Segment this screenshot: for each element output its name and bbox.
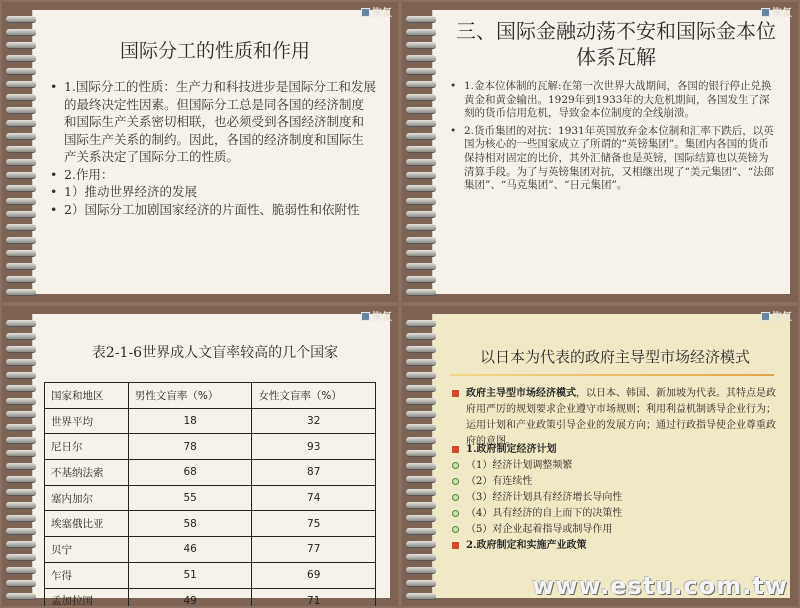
intro-item [466,386,778,450]
list-item: • 2.作用： [64,166,376,184]
binding-ring [6,411,36,417]
list-item-text: （2）有连续性 [466,476,533,487]
binding-ring [6,159,36,165]
binding-ring [406,593,436,599]
binding-ring [6,489,36,495]
restore-icon [361,8,370,17]
binding-ring [6,16,36,22]
binding-ring [6,593,36,599]
bullet-marker [452,462,459,469]
binding-ring [406,159,436,165]
column-header: 男性文盲率（%） [128,383,252,409]
bullet-marker [452,390,459,397]
binding-ring [406,185,436,191]
restore-icon [761,8,770,17]
table-row [45,562,376,588]
binding-ring [6,528,36,534]
slide-title: 国际分工的性质和作用 [119,40,310,62]
binding-ring [6,29,36,35]
country-cell: 尼日尔 [45,434,129,460]
restore-badge[interactable] [761,308,792,323]
binding-ring [6,146,36,152]
binding-ring [6,276,36,282]
list-item-text: （1）经济计划调整频繁 [466,460,573,471]
restore-label: 恢复 [772,8,792,19]
country-cell: 塞内加尔 [45,485,129,511]
table-row [45,511,376,537]
table-row [45,434,376,460]
binding-ring [6,385,36,391]
restore-label: 恢复 [372,8,392,19]
rate-cell: 49 [128,588,252,606]
column-header: 女性文盲率（%） [252,383,376,409]
binding-ring [6,224,36,230]
table-title: 表2-1-6世界成人文盲率较高的几个国家 [91,345,339,361]
spiral-binding [402,2,438,302]
list-item-text: 2.政府制定和实施产业政策 [466,540,587,551]
binding-ring [6,580,36,586]
binding-ring [6,333,36,339]
binding-ring [406,250,436,256]
binding-ring [6,133,36,139]
binding-ring [406,55,436,61]
country-cell: 不基纳法索 [45,460,129,486]
bullet-list [464,80,776,193]
binding-ring [406,489,436,495]
rate-cell: 69 [252,562,376,588]
rate-cell: 77 [252,537,376,563]
binding-ring [6,476,36,482]
list-item [466,506,778,522]
binding-ring [406,211,436,217]
binding-ring [6,172,36,178]
binding-ring [406,94,436,100]
list-item: • 1.金本位体制的瓦解:在第一次世界大战期间，各国的银行停止兑换黄金和黄金输出。1929年到1933年的大危机期间，各国发生了深刻的货币信用危机，导致金本位制度的全线崩溃。 [464,80,776,121]
list-item [466,474,778,490]
rate-cell: 55 [128,485,252,511]
binding-ring [406,107,436,113]
binding-ring [406,541,436,547]
binding-ring [6,567,36,573]
binding-ring [406,580,436,586]
binding-ring [6,289,36,295]
country-cell: 埃塞俄比亚 [45,511,129,537]
table-row [45,537,376,563]
bullet-marker [452,510,459,517]
table-row [45,485,376,511]
binding-ring [406,29,436,35]
title-divider [450,374,774,376]
binding-ring [406,42,436,48]
binding-ring [406,424,436,430]
list-item [466,458,778,474]
binding-ring [406,450,436,456]
binding-ring [6,554,36,560]
binding-ring [6,237,36,243]
binding-ring [406,528,436,534]
binding-ring [406,411,436,417]
list-item: • 1）推动世界经济的发展 [64,183,376,201]
slide-3[interactable] [2,306,398,606]
list-item-text: （4）具有经济的自上而下的决策性 [466,508,623,519]
binding-ring [406,289,436,295]
country-cell: 世界平均 [45,408,129,434]
binding-ring [406,146,436,152]
list-item: • 2.货币集团的对抗：1931年英国放弃金本位制和汇率下跌后，以英国为核心的一些国家成立了所谓的“英镑集团”。集团内各国的货币保持相对固定的比价，其外汇储备也是英镑，国际结算也以英镑为清算手段。为了与英镑集团对抗，又相继出现了“美元集团”、“法郎集团”、“马克集团”、“日元集团”。 [464,125,776,193]
rate-cell: 74 [252,485,376,511]
list-item [466,538,778,554]
watermark: www.estu.com.tw [532,572,788,600]
binding-ring [406,567,436,573]
slide-title: 三、国际金融动荡不安和国际金本位体系瓦解 [456,19,776,69]
binding-ring [406,198,436,204]
list-item [466,522,778,538]
binding-ring [6,198,36,204]
table-row [45,460,376,486]
binding-ring [6,515,36,521]
binding-ring [406,463,436,469]
bullet-list [64,78,376,218]
restore-icon [761,312,770,321]
literacy-table [44,382,376,606]
table-row [45,588,376,606]
binding-ring [406,224,436,230]
binding-ring [6,94,36,100]
binding-ring [6,424,36,430]
restore-label: 恢复 [772,312,792,323]
list-item-text: （5）对企业起着指导或制导作用 [466,524,613,535]
list-item-text: 1.政府制定经济计划 [466,444,557,455]
table-header-row [45,383,376,409]
restore-badge[interactable] [361,308,392,323]
list-item: • 2）国际分工加剧国家经济的片面性、脆弱性和依附性 [64,201,376,219]
binding-ring [406,333,436,339]
slide-title: 以日本为代表的政府主导型市场经济模式 [479,348,750,366]
table-row [45,408,376,434]
binding-ring [406,502,436,508]
binding-ring [406,120,436,126]
restore-badge[interactable] [761,4,792,19]
rate-cell: 18 [128,408,252,434]
binding-ring [6,437,36,443]
bullet-marker [452,478,459,485]
binding-ring [6,463,36,469]
list-item [466,442,778,458]
bullet-marker [452,494,459,501]
sub-list [466,442,778,554]
binding-ring [6,81,36,87]
binding-ring [406,172,436,178]
rate-cell: 68 [128,460,252,486]
binding-ring [6,185,36,191]
binding-ring [406,515,436,521]
binding-ring [406,372,436,378]
country-cell: 贝宁 [45,537,129,563]
binding-ring [406,16,436,22]
bullet-marker [452,542,459,549]
bullet-marker [452,526,459,533]
binding-ring [6,263,36,269]
binding-ring [406,437,436,443]
country-cell: 孟加拉国 [45,588,129,606]
rate-cell: 71 [252,588,376,606]
list-item [466,490,778,506]
rate-cell: 32 [252,408,376,434]
restore-label: 恢复 [372,312,392,323]
binding-ring [406,398,436,404]
binding-ring [406,320,436,326]
binding-ring [6,450,36,456]
binding-ring [6,68,36,74]
column-header: 国家和地区 [45,383,129,409]
binding-ring [6,250,36,256]
country-cell: 乍得 [45,562,129,588]
binding-ring [406,263,436,269]
rate-cell: 78 [128,434,252,460]
binding-ring [406,133,436,139]
intro-term: 政府主导型市场经济模式 [466,388,576,399]
rate-cell: 51 [128,562,252,588]
rate-cell: 87 [252,460,376,486]
rate-cell: 58 [128,511,252,537]
binding-ring [406,476,436,482]
rate-cell: 46 [128,537,252,563]
binding-ring [6,502,36,508]
binding-ring [406,276,436,282]
rate-cell: 93 [252,434,376,460]
slide-4[interactable] [402,306,798,606]
binding-ring [6,541,36,547]
intro-text: ，以日本、韩国、新加坡为代表。其特点是政府用严厉的规划要求企业遵守市场规则；利用利益机制诱导企业行为；运用计划和产业政策引导企业的发展方向；通过行政指导使企业尊重政府的意图。 [466,388,776,447]
binding-ring [6,107,36,113]
binding-ring [406,385,436,391]
binding-ring [6,372,36,378]
list-item-text: （3）经济计划具有经济增长导向性 [466,492,623,503]
rate-cell: 75 [252,511,376,537]
bullet-marker [452,446,459,453]
restore-icon [361,312,370,321]
binding-ring [6,398,36,404]
slide-2[interactable] [402,2,798,302]
binding-ring [406,68,436,74]
restore-badge[interactable] [361,4,392,19]
binding-ring [406,554,436,560]
binding-ring [6,211,36,217]
binding-ring [406,81,436,87]
binding-ring [406,237,436,243]
list-item: • 1.国际分工的性质：生产力和科技进步是国际分工和发展的最终决定性因素。但国际分工总是同各国的经济制度和国际生产关系密切相联，也必须受到各国经济制度和国际生产关系的制约。因此，各国的经济制度和国际生产关系决定了国际分工的性质。 [64,78,376,166]
binding-ring [6,120,36,126]
binding-ring [6,320,36,326]
slide-1[interactable] [2,2,398,302]
